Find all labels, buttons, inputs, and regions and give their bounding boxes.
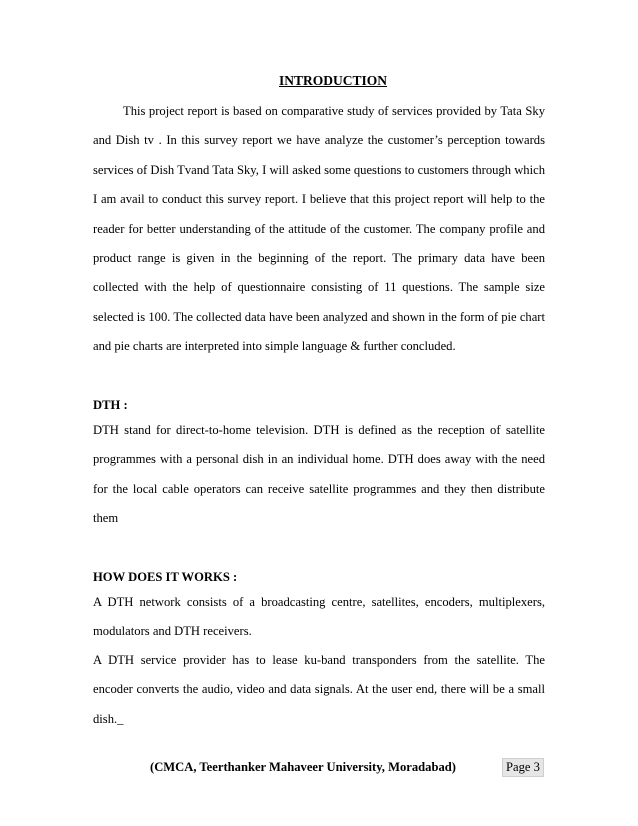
dth-heading: DTH : [93,398,128,412]
footer-text: (CMCA, Teerthanker Mahaveer University, Moradabad) [150,760,456,774]
how-paragraph-2: A DTH service provider has to lease ku-band transponders from the satellite. The encoder converts the audio, video and data signals. At the user end, there will be a small dish._ [93,653,545,726]
page-title: INTRODUCTION [278,73,387,88]
page-number: Page 3 [502,758,544,777]
intro-paragraph: This project report is based on comparative study of services provided by Tata Sky and Dish tv . In this survey report we have analyze the customer’s perception towards services of Dish Tvand Tata Sky, I will asked some questions to customers through which I am avail to conduct this survey report. I believe that this project report will help to the reader for better understanding of the attitude of the customer. The company profile and product range is given in the beginning of the report. The primary data have been collected with the help of questionnaire consisting of 11 questions. The sample size selected is 100. The collected data have been analyzed and shown in the form of pie chart and pie charts are interpreted into simple language & further concluded. [93,104,545,354]
dth-paragraph: DTH stand for direct-to-home television. DTH is defined as the reception of satellite programmes with a personal dish in an individual home. DTH does away with the need for the local cable operators can receive satellite programmes and they then distribute them [93,423,545,526]
how-paragraph-1: A DTH network consists of a broadcasting centre, satellites, encoders, multiplexers, modulators and DTH receivers. [93,595,545,639]
how-heading: HOW DOES IT WORKS : [93,570,238,584]
